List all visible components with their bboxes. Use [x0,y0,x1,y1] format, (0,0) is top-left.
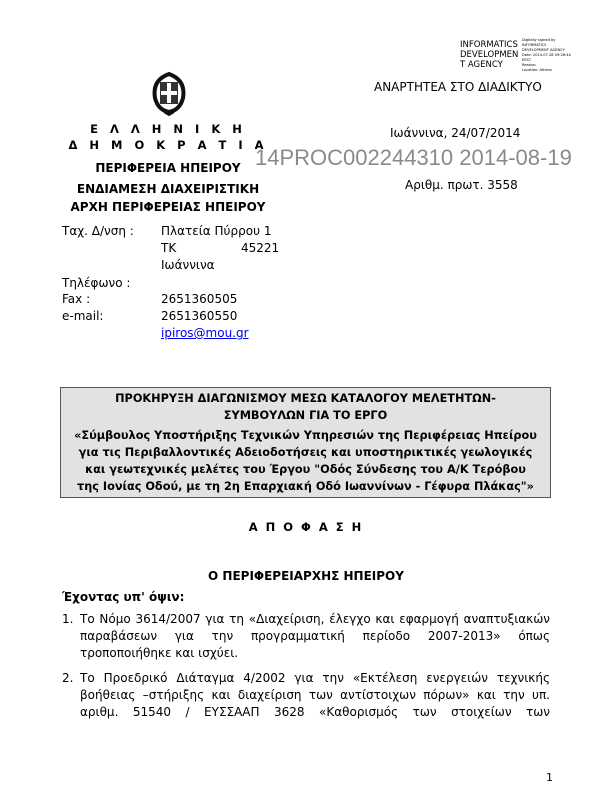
considering-heading: Έχοντας υπ' όψιν: [62,590,185,604]
item-text: αριθμ. 51540 / ΕΥΣΣΑΑΠ 3628 «Καθορισμός των στοιχείων των [80,705,550,719]
authority-line2: ΑΡΧΗ ΠΕΡΙΦΕΡΕΙΑΣ ΗΠΕΙΡΟΥ [70,200,266,214]
address-label: Ταχ. Δ/νση : [62,224,134,238]
email-link[interactable]: ipiros@mou.gr [161,326,249,340]
item-text: τροποποιήθηκε και ισχύει. [80,646,239,660]
title-line: ΠΡΟΚΗΡΥΞΗ ΔΙΑΓΩΝΙΣΜΟΥ ΜΕΣΩ ΚΑΤΑΛΟΓΟΥ ΜΕΛΕΤΗΤΩΝ- [115,392,496,405]
watermark-ada: 14PROC002244310 2014-08-19 [255,145,572,170]
fax-label: Fax : [62,292,91,306]
address-value: Πλατεία Πύρρου 1 [161,224,272,238]
project-line: «Σύμβουλος Υποστήριξης Τεχνικών Υπηρεσιών της Περιφέρειας Ηπείρου [74,429,537,442]
item-number: 2. [62,671,74,685]
logo-line: DEVELOPMEN [460,50,519,60]
sig-line: Date: 2014.07.28 09:26:44 [522,53,571,57]
protocol-number: Αριθμ. πρωτ. 3558 [405,178,518,192]
item-number: 1. [62,612,74,626]
issuer-heading: Ο ΠΕΡΙΦΕΡΕΙΑΡΧΗΣ ΗΠΕΙΡΟΥ [208,569,404,583]
authority-line1: ΕΝΔΙΑΜΕΣΗ ΔΙΑΧΕΙΡΙΣΤΙΚΗ [76,182,260,196]
sig-line: INFORMATICS [522,43,547,47]
logo-line: T AGENCY [460,60,503,70]
item-text: Το Προεδρικό Διάταγμα 4/2002 για την «Εκτέλεση ενεργειών τεχνικής [80,671,550,685]
project-line: για τις Περιβαλλοντικές Αδειοδοτήσεις και υποστηρικτικές γεωλογικές [78,446,533,459]
item-text: Το Νόμο 3614/2007 για τη «Διαχείριση, έλεγχο και εφαρμογή αναπτυξιακών [80,612,550,626]
logo-line: INFORMATICS [460,40,518,50]
decision-heading: Α Π Ο Φ Α Σ Η [248,520,364,534]
tk-value: 45221 [241,241,280,255]
header-greek: Ε Λ Λ Η Ν Ι Κ Η [90,122,246,136]
tk-label: ΤΚ [161,241,177,255]
fax-value: 2651360505 [161,292,238,306]
list-item [62,611,550,662]
item-text: παραβάσεων για την προγραμματική περίοδο 2007-2013» όπως [80,629,550,643]
sig-line: Digitally signed by [522,38,556,42]
signature-logo [460,40,518,70]
header-republic: Δ Η Μ Ο Κ Ρ Α Τ Ι Α [68,138,268,152]
phone-label: Τηλέφωνο : [62,276,131,290]
project-line: και γεωτεχνικές μελέτες του Έργου "Οδός Σύνδεσης του Α/Κ Τερόβου [85,463,526,476]
document-date: Ιωάννινα, 24/07/2014 [390,126,521,140]
greek-emblem-icon [150,70,188,116]
sig-line: Location: Athens [522,68,552,72]
email-label: e-mail: [62,309,104,323]
item-text: βοήθειας –στήριξης και διαχείριση των αντίστοιχων πόρων» και την υπ. [80,688,550,702]
list-item [62,670,550,721]
page-number: 1 [546,771,553,784]
project-line: της Ιονίας Οδού, με τη 2η Επαρχιακή Οδό Ιωαννίνων - Γέφυρα Πλάκας"» [77,480,534,493]
title-line: ΣΥΜΒΟΥΛΩΝ ΓΙΑ ΤΟ ΕΡΓΟ [223,409,388,422]
signature-details [522,38,571,73]
city-value: Ιωάννινα [161,258,215,272]
title-box [60,387,551,498]
sig-line: Reason: [522,63,537,67]
region-name: ΠΕΡΙΦΕΡΕΙΑ ΗΠΕΙΡΟΥ [95,161,241,175]
sig-line: DEVELOPMENT AGENCY [522,48,565,52]
post-notice: ΑΝΑΡΤΗΤΕΑ ΣΤΟ ΔΙΑΔΙΚΤΥΟ [374,80,542,94]
sig-line: EEST [522,58,532,62]
email-line-value: 2651360550 [161,309,238,323]
